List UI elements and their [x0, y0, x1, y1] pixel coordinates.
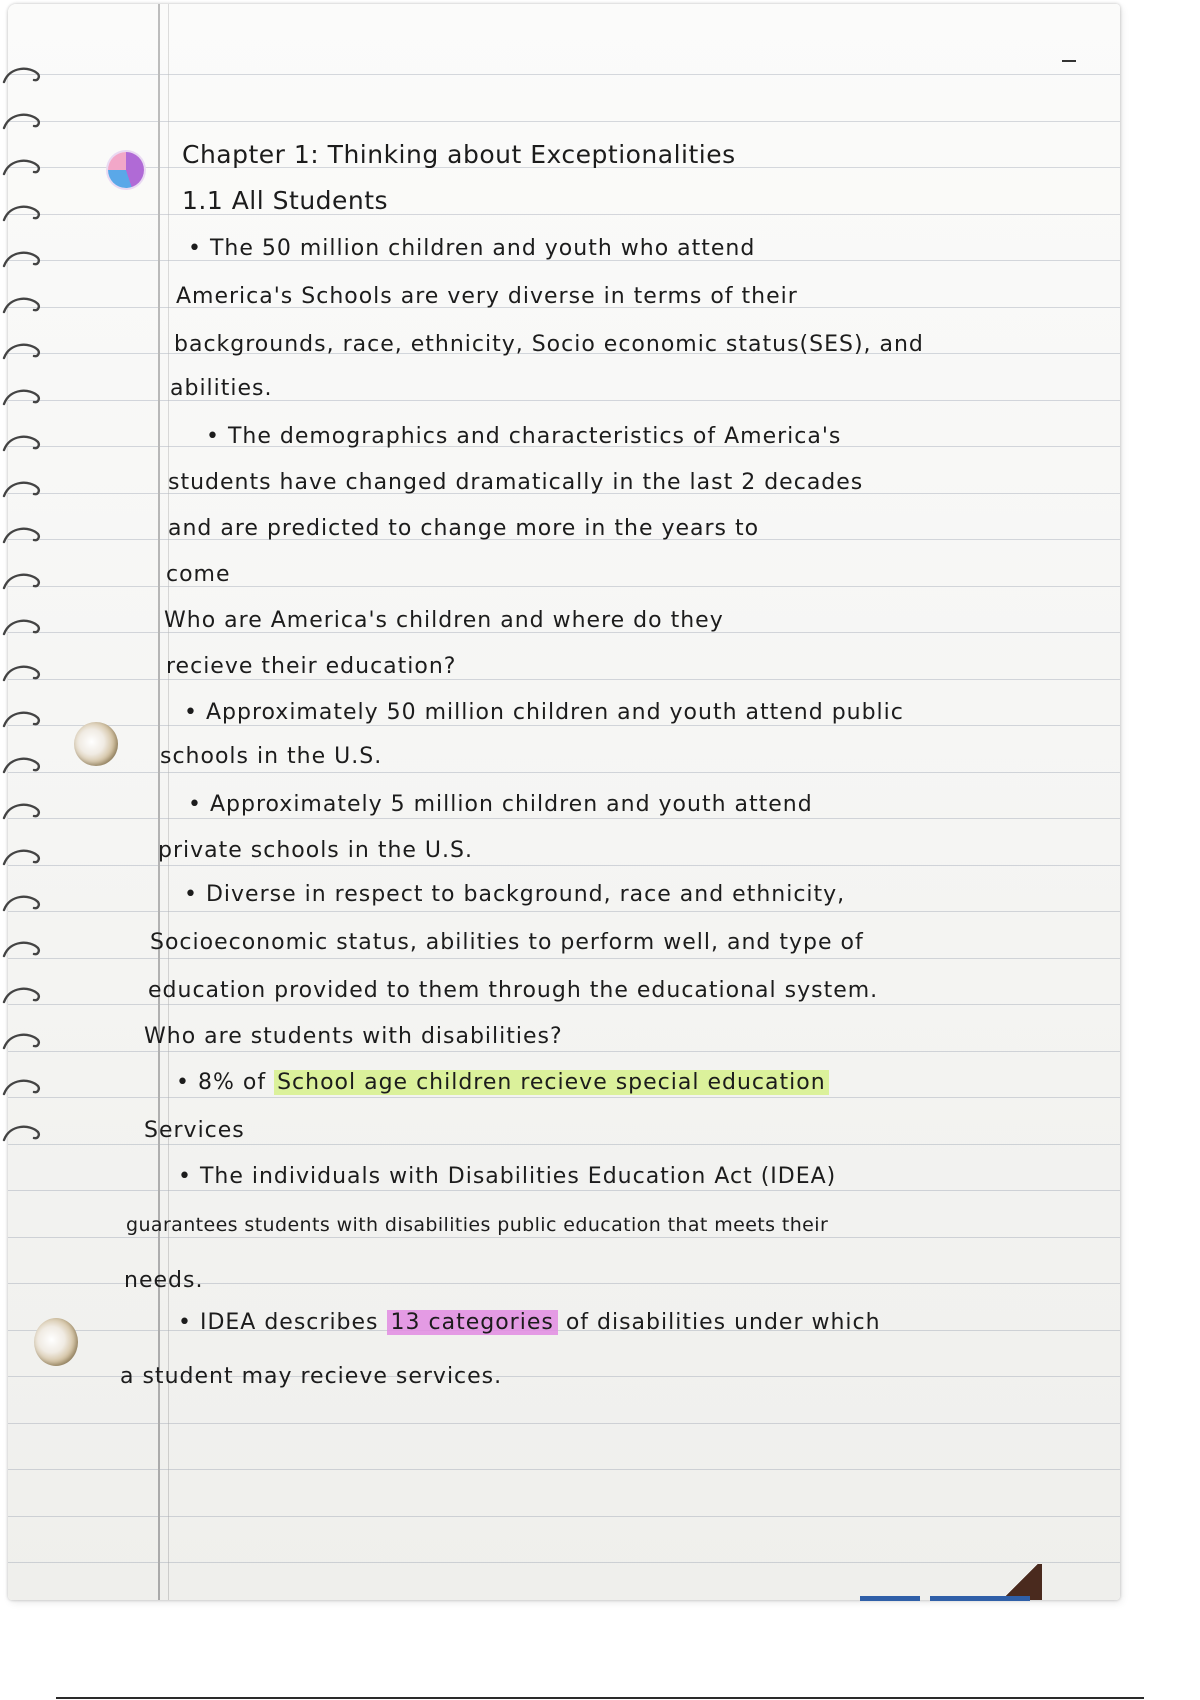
binder-ring-icon	[2, 202, 38, 226]
question-heading: Who are students with disabilities?	[144, 1024, 563, 1049]
note-text: • 8% of	[176, 1070, 275, 1095]
ruled-line	[8, 121, 1120, 122]
note-line: America's Schools are very diverse in terms of their	[176, 284, 798, 309]
margin-line-inner	[168, 4, 169, 1600]
ruled-line	[8, 1097, 1120, 1098]
note-line: guarantees students with disabilities public education that meets their	[126, 1214, 829, 1236]
binder-ring-icon	[2, 64, 38, 88]
note-line: • Approximately 5 million children and youth attend	[188, 792, 813, 817]
binder-ring-icon	[2, 248, 38, 272]
note-line: • The demographics and characteristics of America's	[206, 424, 842, 449]
ruled-line	[8, 1237, 1120, 1238]
binder-ring-icon	[2, 800, 38, 824]
binder-ring-icon	[2, 1122, 38, 1146]
ruled-line	[8, 1004, 1120, 1005]
binder-ring-icon	[2, 846, 38, 870]
pink-highlight: 13 categories	[387, 1310, 558, 1335]
note-line: • The 50 million children and youth who attend	[188, 236, 756, 261]
note-text: of disabilities under which	[557, 1310, 881, 1335]
ruled-line	[8, 1469, 1120, 1470]
ruled-line	[8, 1423, 1120, 1424]
sticker-icon	[108, 152, 144, 188]
note-line: backgrounds, race, ethnicity, Socio economic status(SES), and	[174, 332, 924, 357]
chapter-title: Chapter 1: Thinking about Exceptionalities	[182, 140, 736, 169]
note-line: students have changed dramatically in the last 2 decades	[168, 470, 864, 495]
note-line: Socioeconomic status, abilities to perform well, and type of	[150, 930, 864, 955]
binder-ring-icon	[2, 1076, 38, 1100]
punch-hole-icon	[74, 722, 118, 766]
binder-ring-icon	[2, 708, 38, 732]
ruled-line	[8, 958, 1120, 959]
binder-ring-icon	[2, 524, 38, 548]
section-heading: 1.1 All Students	[182, 186, 389, 215]
note-line: abilities.	[170, 376, 273, 401]
binder-ring-icon	[2, 616, 38, 640]
notebook-page	[8, 4, 1120, 1600]
binder-ring-icon	[2, 1030, 38, 1054]
margin-mark	[1062, 60, 1076, 62]
binder-ring-icon	[2, 570, 38, 594]
binder-ring-icon	[2, 340, 38, 364]
green-highlight: School age children recieve special education	[274, 1070, 829, 1095]
note-line: private schools in the U.S.	[158, 838, 473, 863]
edge-strip	[930, 1596, 1030, 1601]
binder-ring-icon	[2, 938, 38, 962]
note-line: education provided to them through the educational system.	[148, 978, 879, 1003]
note-line-highlighted	[178, 1310, 881, 1335]
note-line-highlighted	[176, 1070, 829, 1095]
ruled-line	[8, 74, 1120, 75]
question-heading: Who are America's children and where do they	[164, 608, 724, 633]
note-text: • IDEA describes	[178, 1310, 387, 1335]
ruled-line	[8, 818, 1120, 819]
note-line: • Approximately 50 million children and youth attend public	[184, 700, 904, 725]
ruled-line	[8, 1562, 1120, 1563]
note-line: • The individuals with Disabilities Education Act (IDEA)	[178, 1164, 837, 1189]
binder-ring-icon	[2, 984, 38, 1008]
ruled-line	[8, 1051, 1120, 1052]
binder-ring-icon	[2, 662, 38, 686]
ruled-line	[8, 1516, 1120, 1517]
binder-ring-icon	[2, 432, 38, 456]
note-line: schools in the U.S.	[160, 744, 383, 769]
ruled-line	[8, 1144, 1120, 1145]
note-line: come	[166, 562, 231, 587]
binder-ring-icon	[2, 110, 38, 134]
edge-strip	[860, 1596, 920, 1601]
note-line: • Diverse in respect to background, race and ethnicity,	[184, 882, 846, 907]
page-corner	[994, 1564, 1042, 1600]
note-line: Services	[144, 1118, 245, 1143]
binder-ring-icon	[2, 478, 38, 502]
binder-ring-icon	[2, 754, 38, 778]
note-line: a student may recieve services.	[120, 1364, 503, 1389]
binder-ring-icon	[2, 386, 38, 410]
note-line: and are predicted to change more in the years to	[168, 516, 760, 541]
ruled-line	[8, 911, 1120, 912]
margin-line	[158, 4, 160, 1600]
note-line: recieve their education?	[166, 654, 457, 679]
note-line: needs.	[124, 1268, 204, 1293]
ruled-line	[8, 214, 1120, 215]
binder-ring-icon	[2, 156, 38, 180]
ruled-line	[8, 865, 1120, 866]
punch-hole-icon	[34, 1318, 78, 1366]
footer-rule	[56, 1697, 1144, 1699]
ruled-line	[8, 772, 1120, 773]
ruled-line	[8, 1190, 1120, 1191]
binder-ring-icon	[2, 294, 38, 318]
ruled-line	[8, 679, 1120, 680]
binder-ring-icon	[2, 892, 38, 916]
ruled-line	[8, 725, 1120, 726]
